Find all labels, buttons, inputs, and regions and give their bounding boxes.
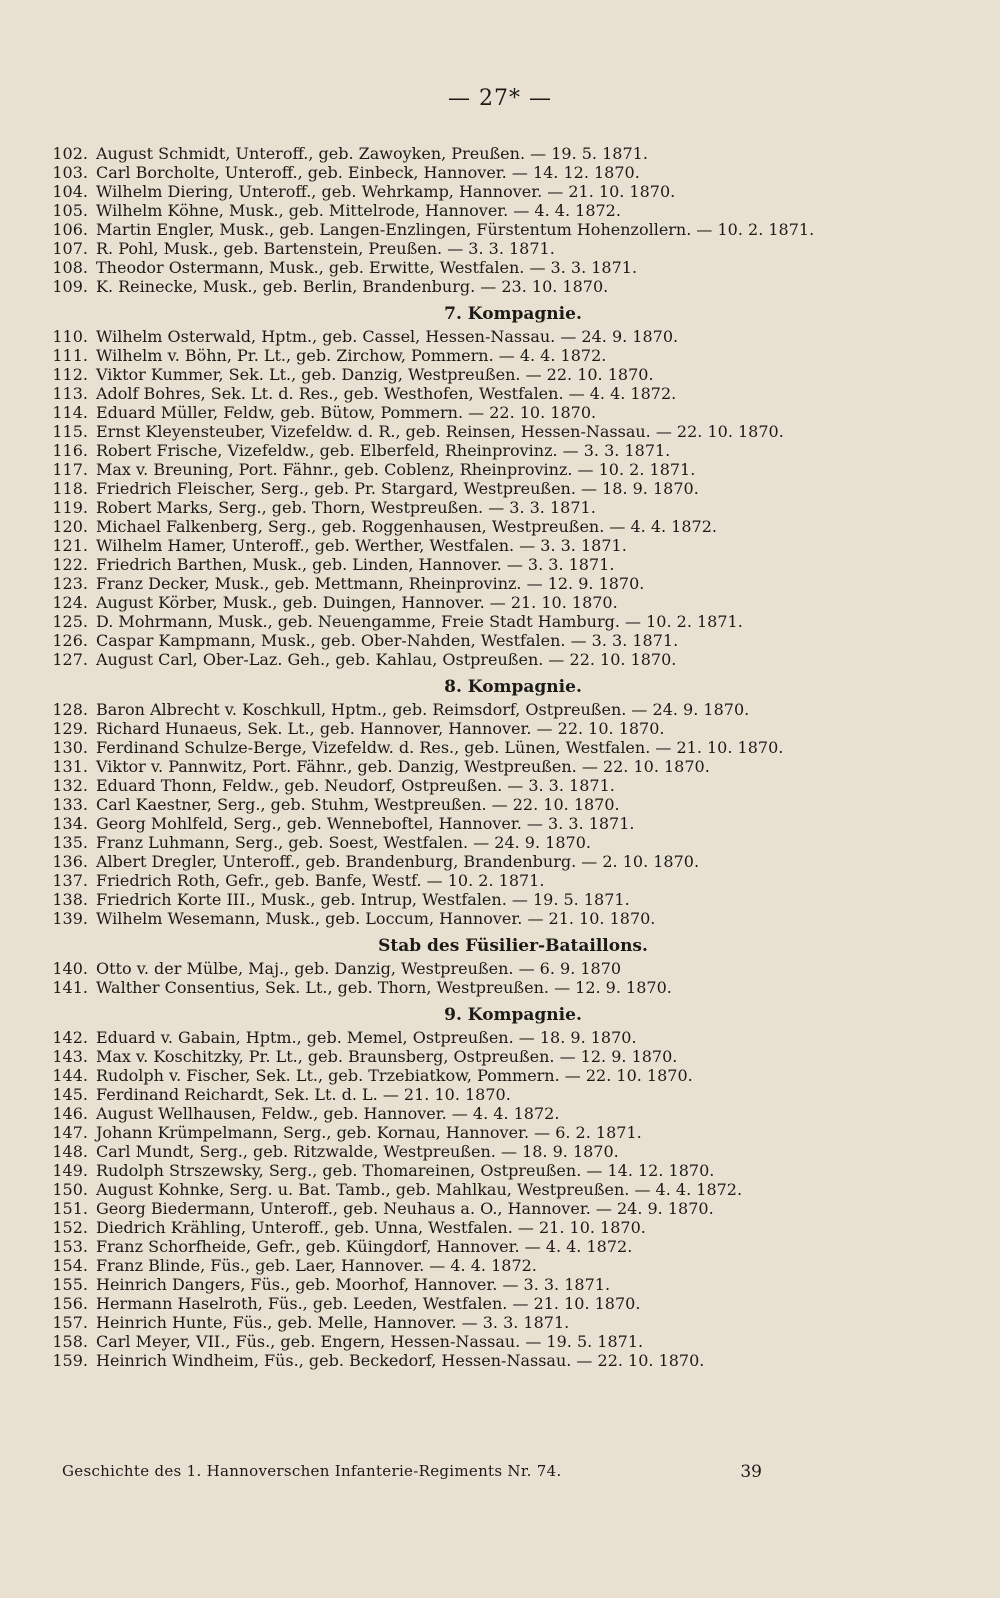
entry-text: August Schmidt, Unteroff., geb. Zawoyken, Preußen. — 19. 5. 1871. [96,144,648,163]
entry-text: D. Mohrmann, Musk., geb. Neuengamme, Freie Stadt Hamburg. — 10. 2. 1871. [96,612,743,631]
entry-number: 104. [52,182,88,201]
entry-number: 117. [52,460,88,479]
entry-number: 123. [52,574,88,593]
entry-number: 103. [52,163,88,182]
entry-text: Rudolph Strszewsky, Serg., geb. Thomareinen, Ostpreußen. — 14. 12. 1870. [96,1161,715,1180]
entry-text: Ernst Kleyensteuber, Vizefeldw. d. R., geb. Reinsen, Hessen-Nassau. — 22. 10. 1870. [96,422,784,441]
list-item [48,738,948,757]
entry-number: 134. [52,814,88,833]
entry-text: Heinrich Dangers, Füs., geb. Moorhof, Hannover. — 3. 3. 1871. [96,1275,611,1294]
list-item [48,1313,948,1332]
entry-text: Robert Marks, Serg., geb. Thorn, Westpreußen. — 3. 3. 1871. [96,498,596,517]
entry-text: Adolf Bohres, Sek. Lt. d. Res., geb. Westhofen, Westfalen. — 4. 4. 1872. [96,384,677,403]
entry-number: 155. [52,1275,88,1294]
list-item [48,871,948,890]
entry-text: Viktor Kummer, Sek. Lt., geb. Danzig, Westpreußen. — 22. 10. 1870. [96,365,654,384]
list-item [48,1161,948,1180]
entry-text: Diedrich Krähling, Unteroff., geb. Unna, Westfalen. — 21. 10. 1870. [96,1218,646,1237]
entry-text: Carl Mundt, Serg., geb. Ritzwalde, Westpreußen. — 18. 9. 1870. [96,1142,619,1161]
list-item [48,1275,948,1294]
entry-number: 112. [52,365,88,384]
entry-number: 121. [52,536,88,555]
entry-number: 119. [52,498,88,517]
entry-number: 157. [52,1313,88,1332]
entry-text: Rudolph v. Fischer, Sek. Lt., geb. Trzebiatkow, Pommern. — 22. 10. 1870. [96,1066,693,1085]
list-item [48,384,948,403]
entry-text: Friedrich Roth, Gefr., geb. Banfe, Westf. — 10. 2. 1871. [96,871,545,890]
list-item [48,346,948,365]
list-item [48,890,948,909]
list-item [48,1028,948,1047]
list-item [48,1104,948,1123]
entry-text: Ferdinand Schulze-Berge, Vizefeldw. d. Res., geb. Lünen, Westfalen. — 21. 10. 1870. [96,738,784,757]
entry-text: Wilhelm Köhne, Musk., geb. Mittelrode, Hannover. — 4. 4. 1872. [96,201,621,220]
entry-text: Walther Consentius, Sek. Lt., geb. Thorn, Westpreußen. — 12. 9. 1870. [96,978,672,997]
entry-number: 147. [52,1123,88,1142]
entry-number: 138. [52,890,88,909]
entry-text: Wilhelm Hamer, Unteroff., geb. Werther, Westfalen. — 3. 3. 1871. [96,536,627,555]
entry-text: Theodor Ostermann, Musk., geb. Erwitte, Westfalen. — 3. 3. 1871. [96,258,638,277]
entry-number: 108. [52,258,88,277]
list-item [48,498,948,517]
entry-number: 131. [52,757,88,776]
entry-text: Eduard Müller, Feldw, geb. Bütow, Pommern. — 22. 10. 1870. [96,403,597,422]
list-item [48,1237,948,1256]
list-item [48,144,948,163]
entry-number: 106. [52,220,88,239]
entry-number: 115. [52,422,88,441]
entry-text: Wilhelm v. Böhn, Pr. Lt., geb. Zirchow, Pommern. — 4. 4. 1872. [96,346,607,365]
list-item [48,555,948,574]
entry-text: Viktor v. Pannwitz, Port. Fähnr., geb. Danzig, Westpreußen. — 22. 10. 1870. [96,757,710,776]
section-heading: Stab des Füsilier-Bataillons. [378,936,648,956]
entry-text: Carl Meyer, VII., Füs., geb. Engern, Hessen-Nassau. — 19. 5. 1871. [96,1332,644,1351]
list-item [48,1180,948,1199]
list-item [48,517,948,536]
entry-text: Friedrich Fleischer, Serg., geb. Pr. Stargard, Westpreußen. — 18. 9. 1870. [96,479,699,498]
entry-number: 143. [52,1047,88,1066]
list-item [48,220,948,239]
list-item [48,593,948,612]
entry-number: 109. [52,277,88,296]
list-item [48,182,948,201]
list-item [48,1066,948,1085]
page-footer [62,1462,762,1482]
list-item [48,978,948,997]
list-item [48,612,948,631]
list-item [48,757,948,776]
list-item [48,650,948,669]
entry-text: Georg Mohlfeld, Serg., geb. Wenneboftel, Hannover. — 3. 3. 1871. [96,814,635,833]
entry-text: Carl Borcholte, Unteroff., geb. Einbeck, Hannover. — 14. 12. 1870. [96,163,640,182]
list-item [48,258,948,277]
entry-text: Franz Blinde, Füs., geb. Laer, Hannover. — 4. 4. 1872. [96,1256,537,1275]
list-item [48,201,948,220]
list-item [48,795,948,814]
entry-text: Wilhelm Wesemann, Musk., geb. Loccum, Hannover. — 21. 10. 1870. [96,909,656,928]
entry-number: 144. [52,1066,88,1085]
footer-signature-mark: 39 [740,1462,762,1482]
list-item [48,1047,948,1066]
entry-text: August Wellhausen, Feldw., geb. Hannover. — 4. 4. 1872. [96,1104,560,1123]
entry-number: 152. [52,1218,88,1237]
entry-text: Franz Luhmann, Serg., geb. Soest, Westfalen. — 24. 9. 1870. [96,833,591,852]
list-item [48,422,948,441]
list-item [48,776,948,795]
list-item [48,277,948,296]
list-item [48,460,948,479]
entry-number: 107. [52,239,88,258]
entry-number: 125. [52,612,88,631]
entry-number: 122. [52,555,88,574]
entry-text: K. Reinecke, Musk., geb. Berlin, Brandenburg. — 23. 10. 1870. [96,277,609,296]
entry-text: Otto v. der Mülbe, Maj., geb. Danzig, Westpreußen. — 6. 9. 1870 [96,959,622,978]
entry-text: August Kohnke, Serg. u. Bat. Tamb., geb. Mahlkau, Westpreußen. — 4. 4. 1872. [96,1180,743,1199]
entry-number: 141. [52,978,88,997]
entry-number: 114. [52,403,88,422]
list-item [48,833,948,852]
entry-text: Heinrich Windheim, Füs., geb. Beckedorf, Hessen-Nassau. — 22. 10. 1870. [96,1351,705,1370]
entry-number: 156. [52,1294,88,1313]
entry-number: 151. [52,1199,88,1218]
entry-number: 154. [52,1256,88,1275]
entry-text: Heinrich Hunte, Füs., geb. Melle, Hannover. — 3. 3. 1871. [96,1313,570,1332]
entry-number: 127. [52,650,88,669]
entry-text: Robert Frische, Vizefeldw., geb. Elberfeld, Rheinprovinz. — 3. 3. 1871. [96,441,671,460]
entry-text: Caspar Kampmann, Musk., geb. Ober-Nahden, Westfalen. — 3. 3. 1871. [96,631,679,650]
entry-number: 118. [52,479,88,498]
list-item [48,1332,948,1351]
entry-number: 145. [52,1085,88,1104]
list-item [48,909,948,928]
list-item [48,700,948,719]
entry-number: 113. [52,384,88,403]
entry-text: Franz Decker, Musk., geb. Mettmann, Rheinprovinz. — 12. 9. 1870. [96,574,645,593]
list-item [48,479,948,498]
entry-text: Max v. Breuning, Port. Fähnr., geb. Coblenz, Rheinprovinz. — 10. 2. 1871. [96,460,696,479]
entry-text: Carl Kaestner, Serg., geb. Stuhm, Westpreußen. — 22. 10. 1870. [96,795,620,814]
entry-number: 111. [52,346,88,365]
section-heading: 7. Kompagnie. [444,304,582,324]
entry-text: Ferdinand Reichardt, Sek. Lt. d. L. — 21. 10. 1870. [96,1085,511,1104]
list-item [48,631,948,650]
entry-number: 137. [52,871,88,890]
entry-text: R. Pohl, Musk., geb. Bartenstein, Preußen. — 3. 3. 1871. [96,239,555,258]
entry-text: Martin Engler, Musk., geb. Langen-Enzlingen, Fürstentum Hohenzollern. — 10. 2. 1871. [96,220,815,239]
entry-number: 129. [52,719,88,738]
entry-number: 159. [52,1351,88,1370]
entry-text: August Körber, Musk., geb. Duingen, Hannover. — 21. 10. 1870. [96,593,618,612]
entry-number: 153. [52,1237,88,1256]
entry-number: 110. [52,327,88,346]
roll-of-honor-list [48,144,948,1370]
entry-number: 149. [52,1161,88,1180]
list-item [48,239,948,258]
list-item [48,814,948,833]
list-item [48,365,948,384]
list-item [48,1123,948,1142]
list-item [48,1294,948,1313]
list-item [48,1199,948,1218]
list-item [48,327,948,346]
entry-text: Eduard Thonn, Feldw., geb. Neudorf, Ostpreußen. — 3. 3. 1871. [96,776,615,795]
entry-text: August Carl, Ober-Laz. Geh., geb. Kahlau, Ostpreußen. — 22. 10. 1870. [96,650,677,669]
section-heading: 9. Kompagnie. [444,1005,582,1025]
entry-number: 124. [52,593,88,612]
entry-number: 126. [52,631,88,650]
entry-text: Max v. Koschitzky, Pr. Lt., geb. Braunsberg, Ostpreußen. — 12. 9. 1870. [96,1047,678,1066]
entry-text: Wilhelm Diering, Unteroff., geb. Wehrkamp, Hannover. — 21. 10. 1870. [96,182,676,201]
entry-text: Hermann Haselroth, Füs., geb. Leeden, Westfalen. — 21. 10. 1870. [96,1294,641,1313]
entry-number: 146. [52,1104,88,1123]
entry-number: 150. [52,1180,88,1199]
list-item [48,1351,948,1370]
list-item [48,403,948,422]
entry-number: 139. [52,909,88,928]
section-heading: 8. Kompagnie. [444,677,582,697]
list-item [48,1085,948,1104]
list-item [48,1256,948,1275]
entry-text: Eduard v. Gabain, Hptm., geb. Memel, Ostpreußen. — 18. 9. 1870. [96,1028,637,1047]
list-item [48,536,948,555]
entry-text: Richard Hunaeus, Sek. Lt., geb. Hannover, Hannover. — 22. 10. 1870. [96,719,665,738]
entry-number: 102. [52,144,88,163]
entry-number: 158. [52,1332,88,1351]
entry-text: Baron Albrecht v. Koschkull, Hptm., geb. Reimsdorf, Ostpreußen. — 24. 9. 1870. [96,700,750,719]
entry-number: 116. [52,441,88,460]
entry-number: 148. [52,1142,88,1161]
list-item [48,959,948,978]
entry-number: 133. [52,795,88,814]
entry-text: Friedrich Korte III., Musk., geb. Intrup, Westfalen. — 19. 5. 1871. [96,890,630,909]
footer-source-title: Geschichte des 1. Hannoverschen Infanterie-Regiments Nr. 74. [62,1462,562,1480]
entry-text: Johann Krümpelmann, Serg., geb. Kornau, Hannover. — 6. 2. 1871. [96,1123,642,1142]
list-item [48,852,948,871]
entry-number: 140. [52,959,88,978]
entry-number: 128. [52,700,88,719]
entry-text: Georg Biedermann, Unteroff., geb. Neuhaus a. O., Hannover. — 24. 9. 1870. [96,1199,714,1218]
list-item [48,574,948,593]
entry-number: 120. [52,517,88,536]
list-item [48,441,948,460]
entry-number: 130. [52,738,88,757]
list-item [48,1142,948,1161]
entry-text: Franz Schorfheide, Gefr., geb. Küingdorf, Hannover. — 4. 4. 1872. [96,1237,633,1256]
entry-text: Wilhelm Osterwald, Hptm., geb. Cassel, Hessen-Nassau. — 24. 9. 1870. [96,327,679,346]
entry-number: 136. [52,852,88,871]
entry-text: Michael Falkenberg, Serg., geb. Roggenhausen, Westpreußen. — 4. 4. 1872. [96,517,717,536]
list-item [48,163,948,182]
entry-number: 105. [52,201,88,220]
entry-number: 135. [52,833,88,852]
list-item [48,1218,948,1237]
page-number: — 27* — [448,86,552,111]
entry-text: Albert Dregler, Unteroff., geb. Brandenburg, Brandenburg. — 2. 10. 1870. [96,852,700,871]
entry-text: Friedrich Barthen, Musk., geb. Linden, Hannover. — 3. 3. 1871. [96,555,615,574]
list-item [48,719,948,738]
entry-number: 142. [52,1028,88,1047]
entry-number: 132. [52,776,88,795]
